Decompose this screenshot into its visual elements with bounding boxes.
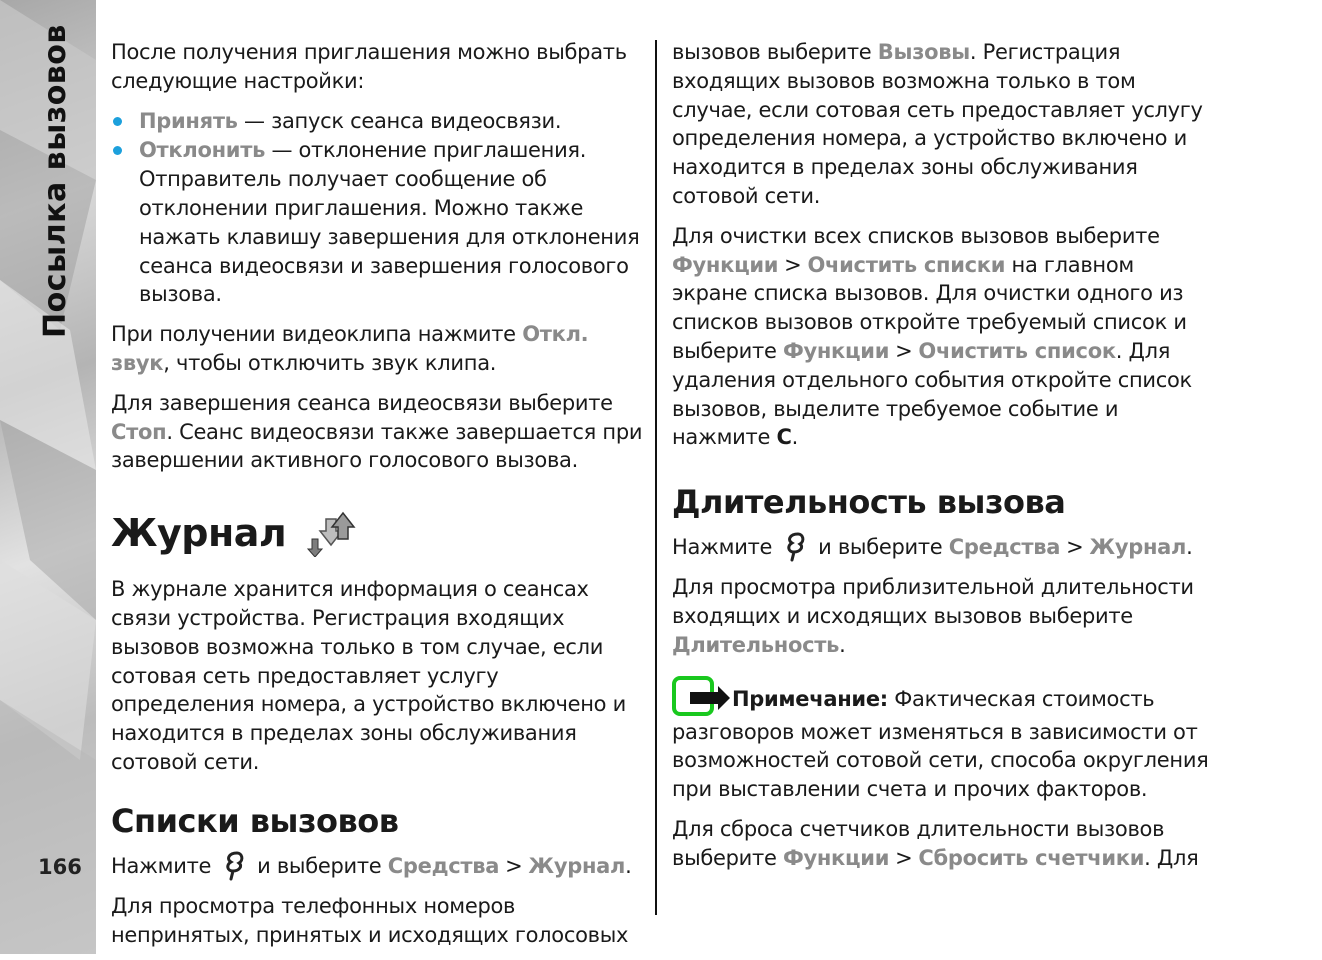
text: . (1186, 535, 1193, 560)
text: . Сеанс видеосвязи также завершается при завершении активного голосового вызова. (111, 419, 643, 473)
intro-paragraph: После получения приглашения можно выбрать следующие настройки: (111, 40, 627, 93)
menu-item-reject: Отклонить (139, 138, 266, 163)
text: Для просмотра приблизительной длительности входящих и исходящих вызовов выберите (672, 575, 1194, 628)
text: При получении видеоклипа нажмите (111, 322, 523, 347)
menu-item-duration: Длительность (672, 632, 840, 657)
nav-paragraph (111, 851, 643, 881)
path-separator: > (895, 845, 913, 870)
text: . Для (1144, 845, 1199, 870)
path-separator: > (1066, 535, 1084, 560)
section-label: Посылка вызовов (38, 24, 73, 338)
text: , чтобы отключить звук клипа. (163, 350, 497, 375)
heading-text: Журнал (111, 511, 287, 556)
sidebar-band (0, 0, 96, 954)
menu-item-tools: Средства (387, 853, 500, 878)
left-column (111, 38, 643, 960)
list-item-text: — запуск сеанса видеосвязи. (237, 108, 562, 133)
text: Для сброса счетчиков длительности вызовов выберите (672, 816, 1165, 870)
list-item-text: — отклонение приглашения. Отправитель получает сообщение об отклонении приглашения. Можно также нажать клавишу завершения для отклонения сеанса видеосвязи и завершения голосового вызова. (139, 138, 640, 307)
text: . (625, 853, 632, 878)
text: . (839, 632, 846, 657)
invitation-options-list (111, 107, 643, 310)
menu-item-stop: Стоп (111, 419, 167, 444)
list-item (111, 107, 643, 136)
heading-call-lists: Списки вызовов (111, 801, 399, 840)
menu-item-accept: Принять (139, 108, 238, 133)
reset-counters-paragraph (672, 815, 1212, 873)
view-numbers-paragraph: Для просмотра телефонных номеров непринятых, принятых и исходящих голосовых (111, 893, 629, 947)
duration-paragraph (672, 573, 1212, 659)
text: Нажмите (672, 535, 773, 560)
menu-item-log: Журнал (1089, 535, 1187, 560)
path-separator: > (505, 853, 523, 878)
mute-paragraph (111, 320, 643, 378)
page-number: 166 (38, 855, 82, 879)
menu-item-calls: Вызовы (877, 40, 970, 64)
column-divider (655, 40, 657, 915)
clear-lists-paragraph (672, 222, 1212, 452)
menu-item-mute: Откл. звук (111, 322, 589, 375)
menu-item-tools: Средства (948, 535, 1061, 560)
text: Для очистки всех списков вызовов выберите (672, 223, 1160, 248)
right-column (672, 38, 1212, 884)
end-session-paragraph (111, 389, 643, 475)
log-paragraph: В журнале хранится информация о сеансах связи устройства. Регистрация входящих вызовов возможна только в том случае, если сотовая сеть предоставляет услугу определения номера, а устройство включено и находится в пределах зоны обслуживания сотовой сети. (111, 577, 626, 774)
text: Для завершения сеанса видеосвязи выберите (111, 390, 613, 415)
navi-key-icon (784, 532, 808, 562)
list-item (111, 136, 643, 309)
path-separator: > (784, 252, 802, 277)
menu-item-reset-counters: Сбросить счетчики (918, 845, 1145, 870)
menu-item-clear-lists: Очистить списки (807, 252, 1006, 277)
text: вызовов выберите (672, 40, 878, 64)
heading-log (111, 509, 643, 557)
navi-key-icon (223, 851, 247, 881)
note-title: Примечание: (732, 686, 888, 711)
note-icon (672, 676, 732, 718)
calls-paragraph (672, 38, 1212, 211)
heading-call-duration: Длительность вызова (672, 483, 1066, 522)
text: и выберите (257, 853, 388, 878)
note-paragraph (672, 676, 1212, 804)
nav-paragraph (672, 532, 1212, 562)
menu-item-options: Функции (672, 252, 779, 277)
log-icon (304, 509, 358, 557)
text: . Регистрация входящих вызовов возможна только в том случае, если сотовая сеть предоставляет услугу определения номера, а устройство включено и находится в пределах зоны обслуживания сотовой сети. (672, 40, 1203, 208)
path-separator: > (895, 338, 913, 363)
menu-item-options: Функции (782, 845, 890, 870)
bullet-icon (113, 117, 122, 126)
note-text: Фактическая стоимость разговоров может изменяться в зависимости от возможностей сотовой сети, способа округления при выставлении счета и прочих факторов. (672, 686, 1209, 802)
text: Нажмите (111, 853, 212, 878)
bullet-icon (113, 146, 122, 155)
text: . (791, 425, 798, 450)
text: на главном экране списка вызовов. Для очистки одного из списков вызовов откройте требуемый список и выберите (672, 252, 1187, 363)
menu-item-options: Функции (782, 338, 890, 363)
text: . Для удаления отдельного события откройте список вызовов, выделите требуемое событие и нажмите (672, 338, 1192, 450)
menu-item-log: Журнал (528, 853, 626, 878)
text: и выберите (818, 535, 949, 560)
menu-item-clear-list: Очистить список (918, 338, 1116, 363)
key-c: C (776, 425, 792, 450)
